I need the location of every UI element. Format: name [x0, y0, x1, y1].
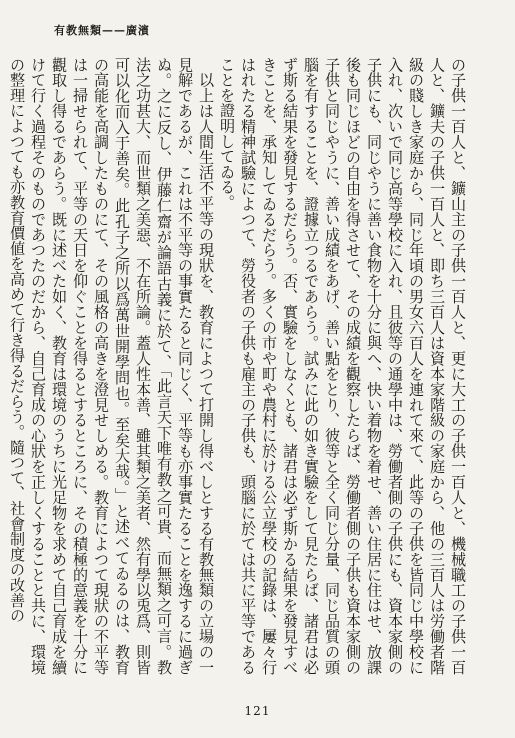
- body-text: [8, 57, 468, 675]
- paragraph-2: 以上は人間生活不平等の現狀を、教育によつて打開し得べしとする有教無類の立場の一見解であるが、これは不平等の事實たると同じく、平等も亦事實たることを逸するに過ぎぬ。之に反し、伊藤仁齋が論語古義に於て、「此言天下唯有教之可貴、而無類之可言。教法之功甚大、而世類之美惡、不在所論。蓋人性本善、雖其類之美者、然有學以兎爲、則皆可以化而入于善矣。此孔子之所以爲萬世開學問也。至矣大哉。」と述べてゐるのは、教育の高能を高調したものにて、その風格の高きを澄見せしめる。教育によつて現狀の不平等は一掃せられて、平等の天日を仰ぐことを得るとするところに、その積極的意義を十分に觀取し得るであらう。既に述べた如く、教育は環境のうちに光足物を求めて自己育成を續けて行く過程そのものであつたのだから、自己育成の心狀を正しくすることと共に、環境の整理によつても亦教育價値を高めて行き得るだらう。隨つて、社會制度の改善の: [8, 57, 215, 675]
- paragraph-1: の子供一百人と、鑛山主の子供一百人と、更に大工の子供一百人と、機械職工の子供一百人と、鑛夫の子供一百人と、即ち三百人は資本家階級の家庭から、他の三百人は労働者階級の賤しき家庭から、同じ年頃の男女六百人を連れて來て、此等の子供を皆同じ中學校に入れ、次いで同じ高等學校に入れ、且彼等の通學中は、勞働者側の子供にも、資本家側の子供にも、同じやうに善い食物を十分に與へ、快い着物を着せ、善い住居に住はせ、放課後も同じほどの自由を得させて、その成績を觀察したらば、勞働者側の子供も資本家側の子供と同じやうに、善い成績をあげ、善い點をとり、彼等と全く同じ分量、同じ品質の頭腦を有することを、證據立つるであらう。試みに此の如き實驗をして見たらば、諸君は必ず斯る結果を發見するだらう。否、實驗をしなくとも、諸君は必ず斯かる結果を發見すべきことを、承知してゐるだらう。多くの市や町や農村に於ける公立學校の記錄は、屢々行はれたる精神試驗によつて、勞役者の子供も雇主の子供も、頭腦に於ては共に平等であることを證明してゐる。: [218, 57, 467, 675]
- page-number: 121: [244, 704, 271, 718]
- running-head: 有教無類——廣濱: [54, 24, 150, 37]
